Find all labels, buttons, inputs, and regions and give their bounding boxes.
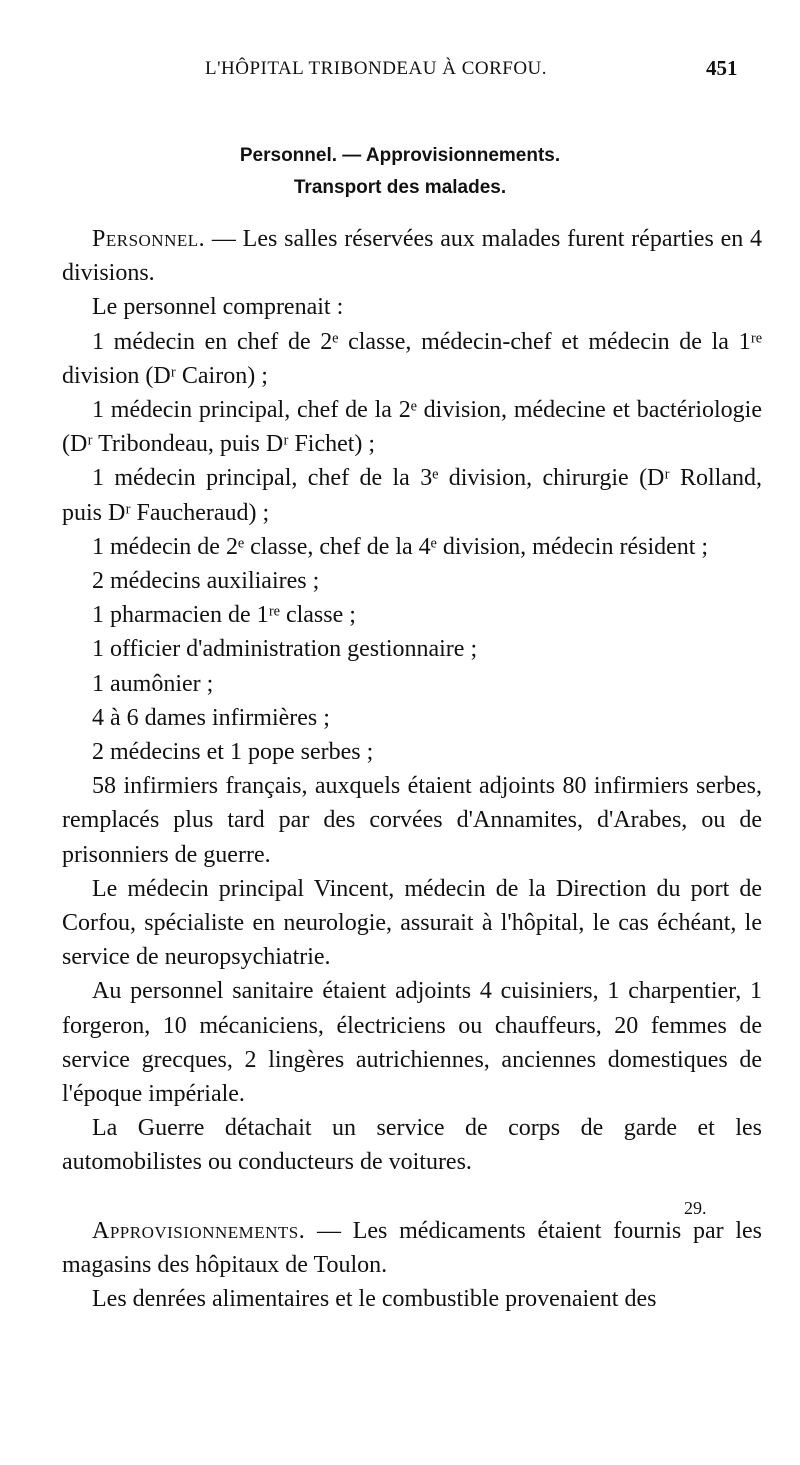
paragraph <box>62 222 762 290</box>
paragraph: 2 médecins auxiliaires ; <box>92 568 320 595</box>
paragraph: 1 aumônier ; <box>92 670 214 697</box>
paragraph: 1 médecin en chef de 2ᵉ classe, médecin-chef et médecin de la 1ʳᵉ division (Dʳ Cairon) ; <box>62 328 762 389</box>
paragraph: 1 médecin principal, chef de la 3ᵉ division, chirurgie (Dʳ Rolland, puis Dʳ Faucheraud) ; <box>62 465 762 526</box>
paragraph: Le médecin principal Vincent, médecin de la Direction du port de Corfou, spécialiste en neurologie, assurait à l'hôpital, le cas échéant, le service de neuropsychiatrie. <box>62 875 762 971</box>
signature-mark: 29. <box>684 1198 707 1218</box>
paragraph-text: — Les médicaments étaient fournis par les magasins des hôpitaux de Toulon. <box>62 1217 762 1278</box>
paragraph-lead: Approvisionnements. <box>92 1217 306 1244</box>
paragraph-text: — Les salles réservées aux malades furent réparties en 4 divisions. <box>62 226 762 287</box>
running-title: L'HÔPITAL TRIBONDEAU À CORFOU. <box>205 58 548 79</box>
paragraph: 1 médecin de 2ᵉ classe, chef de la 4ᵉ division, médecin résident ; <box>92 533 709 560</box>
paragraph: 1 médecin principal, chef de la 2ᵉ division, médecine et bactériologie (Dʳ Tribondeau, puis Dʳ Fichet) ; <box>62 397 762 458</box>
paragraph: 4 à 6 dames infirmières ; <box>92 704 330 731</box>
paragraph: Les denrées alimentaires et le combustible provenaient des <box>92 1286 657 1313</box>
paragraph: Au personnel sanitaire étaient adjoints 4 cuisiniers, 1 charpentier, 1 forgeron, 10 mécaniciens, électriciens ou chauffeurs, 20 femmes de service grecques, 2 lingères autrichiennes, anciennes domestiques de l'époque impériale. <box>62 978 762 1108</box>
paragraph-lead: Personnel. <box>92 226 206 252</box>
paragraph: 1 pharmacien de 1ʳᵉ classe ; <box>92 602 356 629</box>
paragraph: La Guerre détachait un service de corps de garde et les automobilistes ou conducteurs de voitures. <box>62 1115 762 1176</box>
body-text <box>62 222 762 1316</box>
paragraph <box>62 1214 762 1282</box>
paragraph: 2 médecins et 1 pope serbes ; <box>92 739 374 766</box>
paragraph: 58 infirmiers français, auxquels étaient adjoints 80 infirmiers serbes, remplacés plus tard par des corvées d'Annamites, d'Arabes, ou de prisonniers de guerre. <box>62 773 762 868</box>
paragraph: 1 officier d'administration gestionnaire ; <box>92 636 478 663</box>
section-gap <box>62 1180 762 1214</box>
section-subheading: Transport des malades. <box>293 177 507 198</box>
section-heading: Personnel. — Approvisionnements. <box>239 145 561 166</box>
page-number: 451 <box>706 56 738 80</box>
paragraph: Le personnel comprenait : <box>92 294 344 321</box>
